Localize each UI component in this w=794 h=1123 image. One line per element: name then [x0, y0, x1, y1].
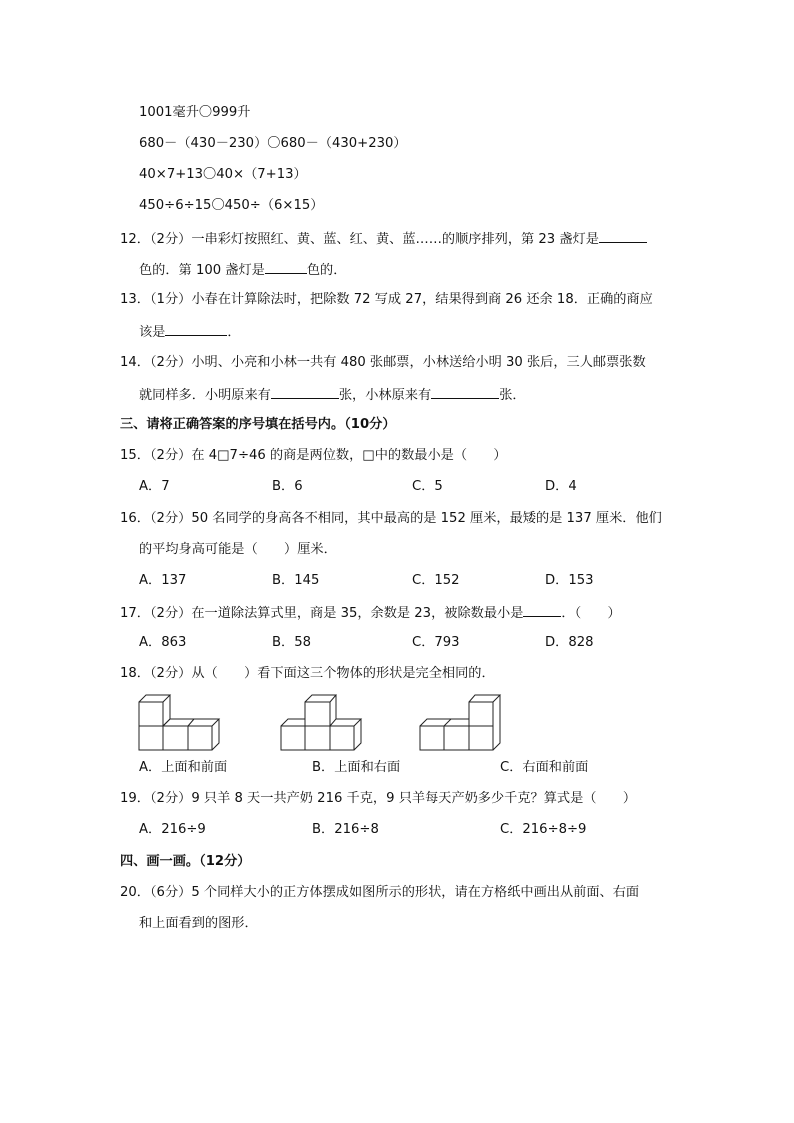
question-12-text: 色的．第 100 盏灯是	[139, 263, 265, 278]
question-13-text: 该是	[139, 325, 166, 340]
option-c[interactable]: C．793	[412, 635, 460, 650]
cube-figure-2	[278, 688, 378, 752]
option-c[interactable]: C．5	[412, 479, 443, 494]
question-16-line-2: 的平均身高可能是（ ）厘米．	[139, 542, 337, 557]
answer-blank[interactable]	[431, 385, 499, 399]
question-14-line-1: 14．（2分）小明、小亮和小林一共有 480 张邮票，小林送给小明 30 张后，三人邮票张数	[120, 355, 646, 370]
option-a[interactable]: A．7	[139, 479, 170, 494]
question-17-text: ．（ ）	[561, 606, 621, 621]
question-13-line-2	[139, 322, 241, 342]
option-d[interactable]: D．153	[545, 573, 594, 588]
question-12-text: 色的．	[306, 263, 347, 278]
answer-blank[interactable]	[165, 322, 227, 336]
cube-figure-1	[136, 688, 236, 752]
option-c[interactable]: C．右面和前面	[500, 760, 589, 775]
option-c[interactable]: C．216÷8÷9	[500, 822, 587, 837]
option-a[interactable]: A．上面和前面	[139, 760, 228, 775]
option-a[interactable]: A．216÷9	[139, 822, 206, 837]
answer-blank[interactable]	[265, 260, 307, 274]
question-14-text: 张．	[499, 388, 526, 403]
question-12-line-2	[139, 260, 346, 280]
question-17-text: 17．（2分）在一道除法算式里，商是 35，余数是 23，被除数最小是	[120, 606, 524, 621]
question-18-text: 18．（2分）从（ ）看下面这三个物体的形状是完全相同的．	[120, 666, 495, 681]
question-19-text: 19．（2分）9 只羊 8 天一共产奶 216 千克，9 只羊每天产奶多少千克？算式是（ ）	[120, 791, 637, 806]
question-13-line-1: 13．（1分）小春在计算除法时，把除数 72 写成 27，结果得到商 26 还余 18．正确的商应	[120, 292, 653, 307]
answer-blank[interactable]	[271, 385, 339, 399]
question-15-text: 15．（2分）在 4□7÷46 的商是两位数，□中的数最小是（ ）	[120, 448, 507, 463]
section-3-heading: 三、请将正确答案的序号填在括号内。（10分）	[120, 417, 396, 432]
answer-blank[interactable]	[599, 229, 647, 243]
option-b[interactable]: B．上面和右面	[312, 760, 401, 775]
answer-blank[interactable]	[523, 603, 561, 617]
option-b[interactable]: B．58	[272, 635, 312, 650]
compare-line-3: 40×7+13〇40×（7+13）	[139, 167, 307, 182]
compare-line-4: 450÷6÷15〇450÷（6×15）	[139, 198, 324, 213]
question-14-text: 就同样多．小明原来有	[139, 388, 271, 403]
question-20-line-2: 和上面看到的图形．	[139, 916, 258, 931]
option-d[interactable]: D．828	[545, 635, 594, 650]
option-b[interactable]: B．6	[272, 479, 303, 494]
option-d[interactable]: D．4	[545, 479, 577, 494]
option-a[interactable]: A．863	[139, 635, 187, 650]
question-14-line-2	[139, 385, 526, 405]
question-17-line	[120, 603, 621, 623]
option-b[interactable]: B．216÷8	[312, 822, 379, 837]
question-14-text: 张，小林原来有	[338, 388, 432, 403]
question-12-text: 12．（2分）一串彩灯按照红、黄、蓝、红、黄、蓝……的顺序排列，第 23 盏灯是	[120, 232, 599, 247]
option-c[interactable]: C．152	[412, 573, 460, 588]
option-b[interactable]: B．145	[272, 573, 320, 588]
question-16-line-1: 16．（2分）50 名同学的身高各不相同，其中最高的是 152 厘米，最矮的是 137 厘米．他们	[120, 511, 662, 526]
question-12-line-1	[120, 229, 647, 249]
question-13-text: ．	[227, 325, 241, 340]
compare-line-1: 1001毫升〇999升	[139, 105, 251, 120]
question-20-line-1: 20．（6分）5 个同样大小的正方体摆成如图所示的形状，请在方格纸中画出从前面、右面	[120, 885, 640, 900]
compare-line-2: 680－（430－230）〇680－（430+230）	[139, 136, 407, 151]
cube-figure-3	[417, 688, 517, 752]
option-a[interactable]: A．137	[139, 573, 187, 588]
section-4-heading: 四、画一画。（12分）	[120, 854, 251, 869]
